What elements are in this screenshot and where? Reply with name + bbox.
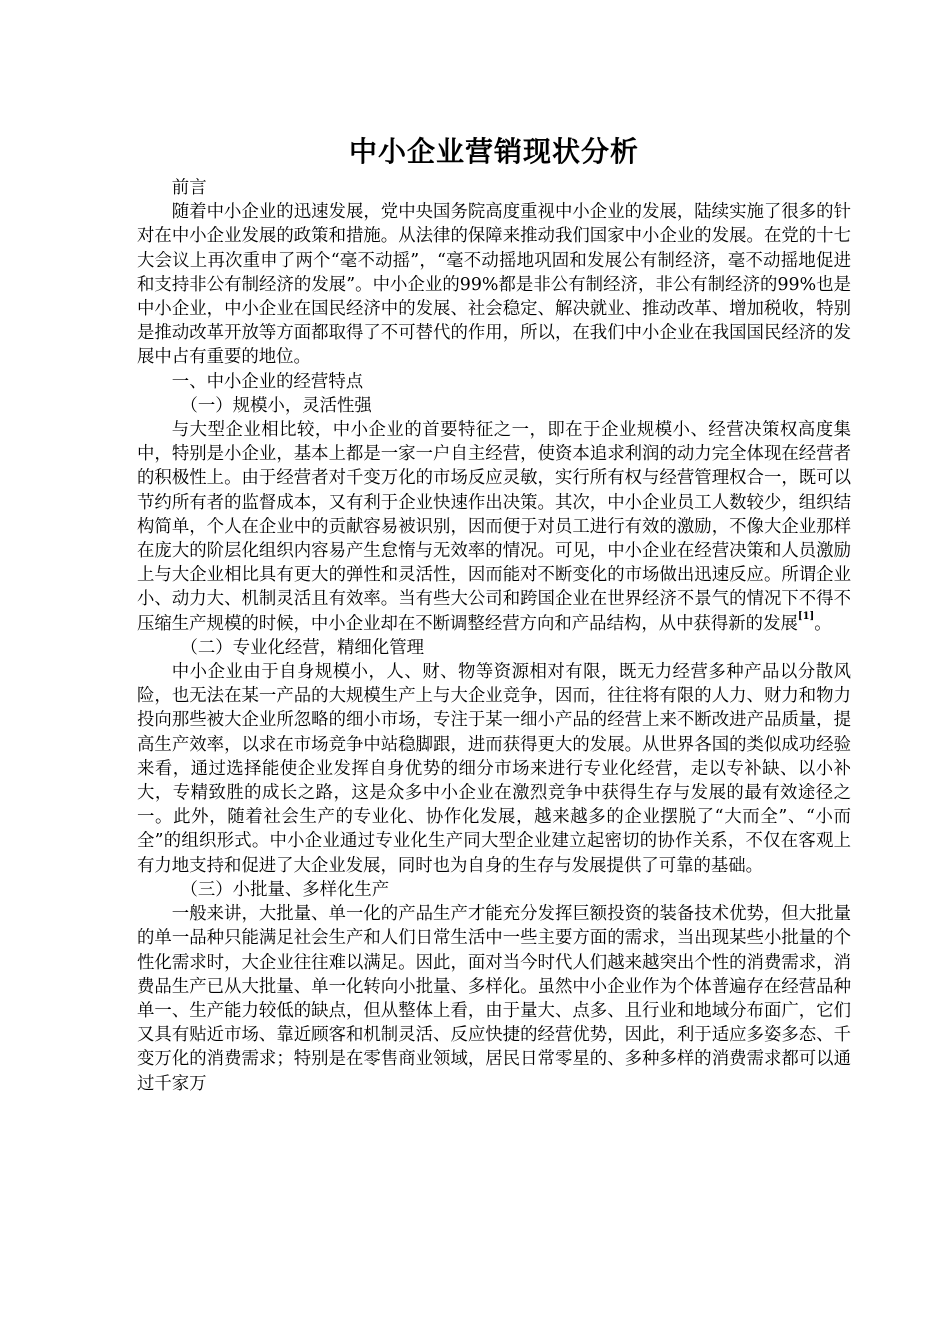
preface-heading: 前言 [171, 178, 207, 198]
subsection-paragraph: 中小企业由于自身规模小，人、财、物等资源相对有限，既无力经营多种产品以分散风险，也无法在某一产品的大规模生产上与大企业竞争，因而，往往将有限的人力、财力和物力投向那些被大企业所忽略的细小市场，专注于某一细小产品的经营上来不断改进产品质量，提高生产效率，以求在市场竞争中站稳脚跟，进而获得更大的发展。从世界各国的类似成功经验来看，通过选择能使企业发挥自身优势的细分市场来进行专业化经营，走以专补缺、以小补大，专精致胜的成长之路，这是众多中小企业在激烈竞争中获得生存与发展的最有效途径之一。此外，随着社会生产的专业化、协作化发展，越来越多的企业摆脱了“大而全”、“小而全”的组织形式。中小企业通过专业化生产同大型企业建立起密切的协作关系，不仅在客观上有力地支持和促进了大企业发展，同时也为自身的生存与发展提供了可靠的基础。 [137, 662, 851, 876]
document-title: 中小企业营销现状分析 [348, 135, 639, 168]
subsection-heading: （一）规模小，灵活性强 [180, 395, 372, 416]
subsection-paragraph [137, 418, 851, 636]
citation-reference[interactable]: [1] [797, 610, 815, 622]
section-heading: 一、中小企业的经营特点 [171, 371, 364, 392]
preface-paragraph: 随着中小企业的迅速发展，党中央国务院高度重视中小企业的发展，陆续实施了很多的针对在中小企业发展的政策和措施。从法律的保障来推动我们国家中小企业的发展。在党的十七大会议上再次重申了两个“毫不动摇”，“毫不动摇地巩固和发展公有制经济，毫不动摇地促进和支持非公有制经济的发展”。中小企业的99%都是非公有制经济，非公有制经济的99%也是中小企业，中小企业在国民经济中的发展、社会稳定、解决就业、推动改革、增加税收，特别是推动改革开放等方面都取得了不可替代的作用，所以，在我们中小企业在我国国民经济的发展中占有重要的地位。 [137, 202, 851, 368]
subsection-heading: （二）专业化经营，精细化管理 [180, 637, 424, 658]
paragraph-text: 与大型企业相比较，中小企业的首要特征之一，即在于企业规模小、经营决策权高度集中，特别是小企业，基本上都是一家一户自主经营，使资本追求利润的动力完全体现在经营者的积极性上。由于经营者对千变万化的市场反应灵敏，实行所有权与经营管理权合一，既可以节约所有者的监督成本，又有利于企业快速作出决策。其次，中小企业员工人数较少，组织结构简单，个人在企业中的贡献容易被识别，因而便于对员工进行有效的激励，不像大企业那样在庞大的阶层化组织内容易产生怠惰与无效率的情况。可见，中小企业在经营决策和人员激励上与大企业相比具有更大的弹性和灵活性，因而能对不断变化的市场做出迅速反应。所谓企业小、动力大、机制灵活且有效率。当有些大公司和跨国企业在世界经济不景气的情况下不得不压缩生产规模的时候，中小企业却在不断调整经营方向和产品结构，从中获得新的发展 [137, 420, 851, 634]
document-page [137, 128, 851, 1096]
paragraph-end: 。 [814, 613, 832, 634]
subsection-heading: （三）小批量、多样化生产 [180, 879, 390, 900]
subsection-paragraph: 一般来讲，大批量、单一化的产品生产才能充分发挥巨额投资的装备技术优势，但大批量的单一品种只能满足社会生产和人们日常生活中一些主要方面的需求，当出现某些小批量的个性化需求时，大企业往往难以满足。因此，面对当今时代人们越来越突出个性的消费需求，消费品生产已从大批量、单一化转向小批量、多样化。虽然中小企业作为个体普遍存在经营品种单一、生产能力较低的缺点，但从整体上看，由于量大、点多、且行业和地域分布面广，它们又具有贴近市场、靠近顾客和机制灵活、反应快捷的经营优势，因此，利于适应多姿多态、千变万化的消费需求；特别是在零售商业领域，居民日常零星的、多种多样的消费需求都可以通过千家万 [137, 904, 851, 1094]
